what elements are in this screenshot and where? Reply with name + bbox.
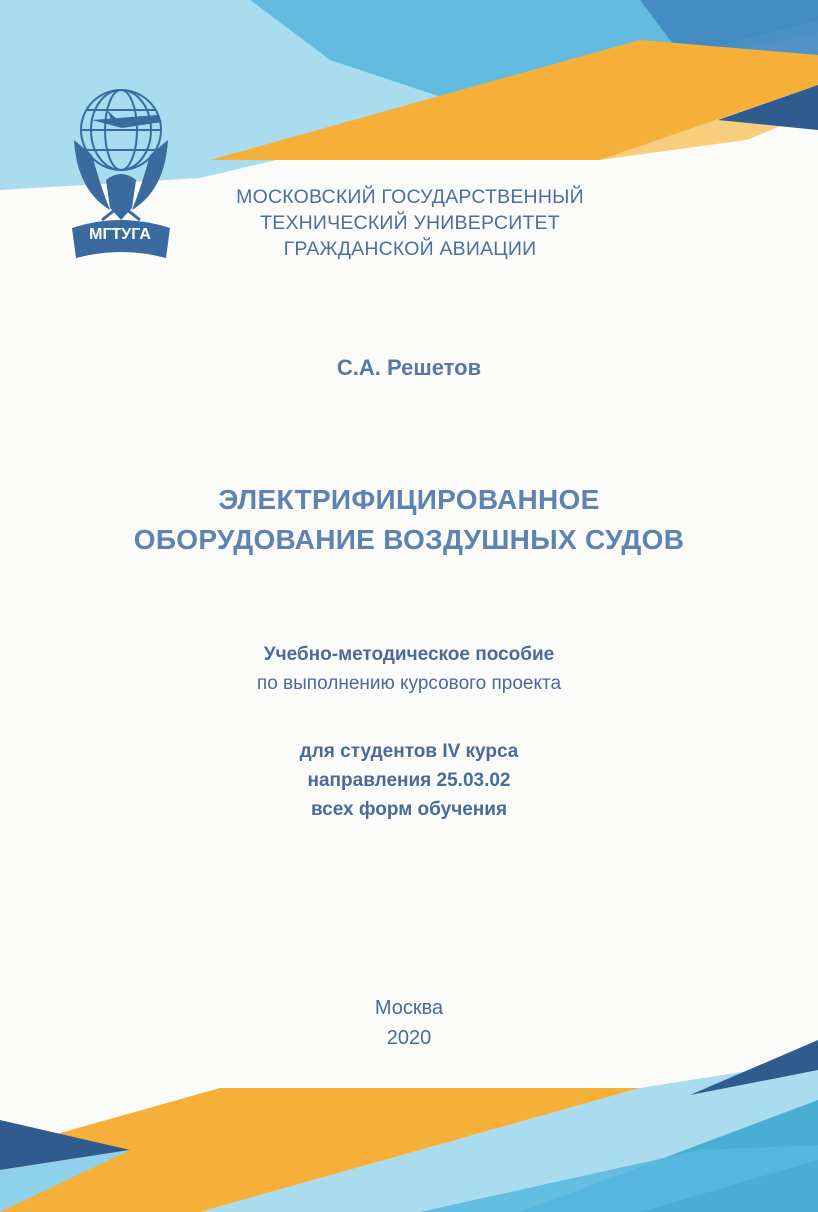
audience-line-1: для студентов IV курса xyxy=(299,741,519,762)
publication-city: Москва xyxy=(374,997,444,1019)
author-name: С.А. Решетов xyxy=(336,355,482,380)
book-subtitle xyxy=(0,640,818,698)
university-name-line-1: МОСКОВСКИЙ ГОСУДАРСТВЕННЫЙ xyxy=(236,186,584,208)
university-name xyxy=(200,184,620,262)
book-title-line-1: ЭЛЕКТРИФИЦИРОВАННОЕ xyxy=(218,484,600,515)
audience-line-2: направления 25.03.02 xyxy=(307,770,511,791)
university-name-line-3: ГРАЖДАНСКОЙ АВИАЦИИ xyxy=(283,238,537,260)
book-title xyxy=(0,480,818,560)
publication-year: 2020 xyxy=(386,1027,432,1049)
university-name-line-2: ТЕХНИЧЕСКИЙ УНИВЕРСИТЕТ xyxy=(260,212,560,234)
book-title-line-2: ОБОРУДОВАНИЕ ВОЗДУШНЫХ СУДОВ xyxy=(133,524,685,555)
book-type: Учебно-методическое пособие xyxy=(263,644,555,665)
imprint xyxy=(0,993,818,1053)
emblem-abbreviation: МГТУГА xyxy=(89,226,151,243)
audience-line-3: всех форм обучения xyxy=(310,799,508,820)
target-audience xyxy=(0,737,818,824)
book-purpose: по выполнению курсового проекта xyxy=(256,673,562,694)
